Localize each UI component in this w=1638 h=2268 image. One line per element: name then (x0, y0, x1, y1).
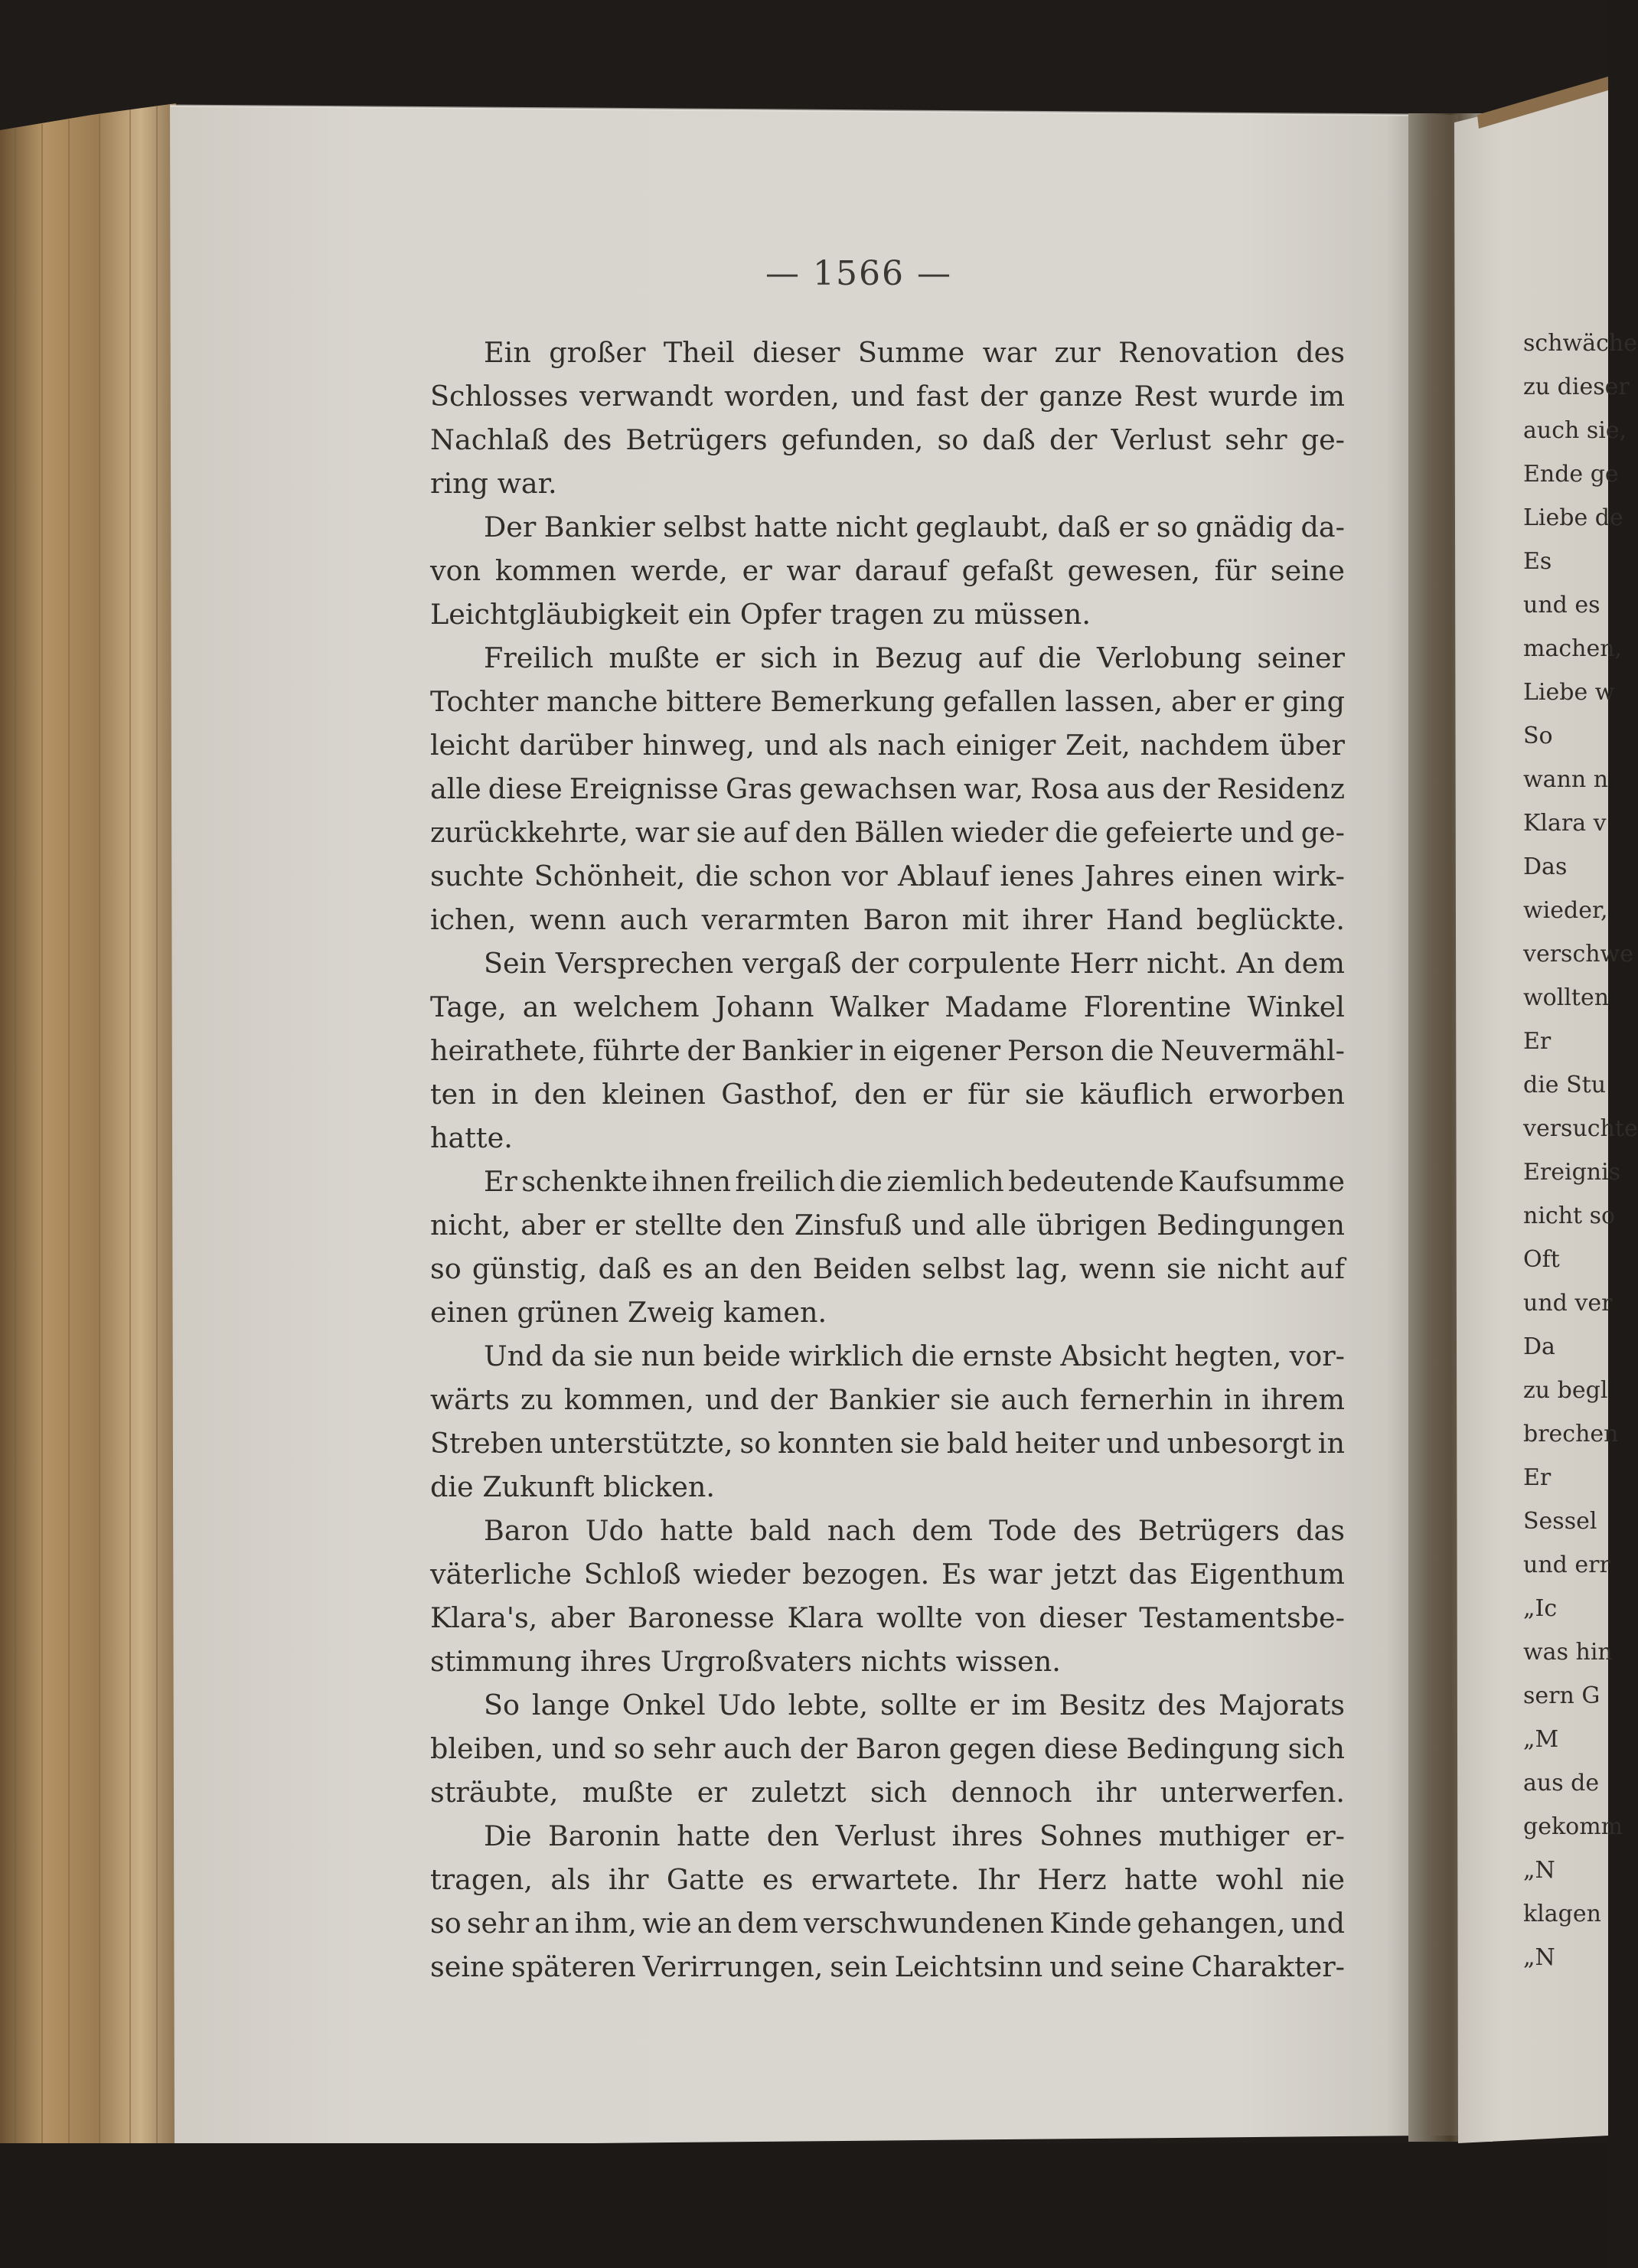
right-page-line: Das (1523, 853, 1568, 880)
text-line: Und da sie nun beide wirklich die ernste Absicht hegten, vor- (484, 1340, 1345, 1372)
right-page-line: „N (1523, 1857, 1555, 1884)
right-page-line: Oft (1523, 1246, 1560, 1273)
right-page-line: wieder, (1523, 897, 1608, 924)
right-page-line: zu begl (1523, 1377, 1608, 1404)
text-line: einen grünen Zweig kamen. (430, 1296, 827, 1329)
page-body-text (430, 331, 1349, 1989)
right-page-line: wann n (1523, 766, 1609, 793)
right-page-line: was hin (1523, 1639, 1613, 1666)
text-line: Nachlaß des Betrügers gefunden, so daß der Verlust sehr ge- (430, 423, 1345, 456)
text-line: heirathete, führte der Bankier in eigener Person die Neuvermähl- (430, 1034, 1345, 1067)
right-page-line: schwäche (1523, 330, 1637, 357)
text-line: bleiben, und so sehr auch der Baron gegen diese Bedingung sich (430, 1732, 1345, 1765)
text-line: leicht darüber hinweg, und als nach einiger Zeit, nachdem über (430, 729, 1345, 762)
right-page-line: nicht so (1523, 1203, 1616, 1229)
text-line: Freilich mußte er sich in Bezug auf die Verlobung seiner (484, 641, 1345, 674)
right-page-line: gekomm (1523, 1813, 1623, 1840)
text-line: Der Bankier selbst hatte nicht geglaubt, daß er so gnädig da- (484, 511, 1345, 543)
right-page-line: Klara v (1523, 810, 1607, 837)
right-page-line: Liebe w (1523, 679, 1615, 706)
right-page-line: brechen (1523, 1421, 1619, 1447)
right-page-line: und err (1523, 1552, 1610, 1578)
right-page-line: wollten (1523, 984, 1610, 1011)
right-page-line: „N (1523, 1944, 1555, 1971)
right-page-line: die Stu (1523, 1072, 1607, 1098)
text-line: die Zukunft blicken. (430, 1470, 716, 1503)
text-line: Baron Udo hatte bald nach dem Tode des Betrügers das (484, 1514, 1345, 1547)
right-page-line: Ereignis (1523, 1159, 1621, 1186)
text-line: Schlosses verwandt worden, und fast der ganze Rest wurde im (430, 380, 1345, 413)
text-line: Er schenkte ihnen freilich die ziemlich bedeutende Kaufsumme (484, 1165, 1345, 1198)
right-page-line: machen, (1523, 635, 1623, 662)
text-line: suchte Schönheit, die schon vor Ablauf ienes Jahres einen wirk- (430, 860, 1345, 893)
text-line: tragen, als ihr Gatte es erwartete. Ihr Herz hatte wohl nie (430, 1863, 1345, 1896)
text-line: Ein großer Theil dieser Summe war zur Renovation des (484, 336, 1345, 369)
right-page-line: Er (1523, 1028, 1552, 1055)
right-page-line: Ende ge (1523, 461, 1619, 488)
text-line: so günstig, daß es an den Beiden selbst lag, wenn sie nicht auf (430, 1252, 1345, 1285)
right-page-line: Da (1523, 1333, 1555, 1360)
page-number: — 1566 — (765, 254, 952, 293)
right-page-line: versuchte (1523, 1115, 1638, 1142)
text-line: Tochter manche bittere Bemerkung gefallen lassen, aber er ging (430, 685, 1345, 718)
text-line: Leichtgläubigkeit ein Opfer tragen zu müssen. (430, 598, 1091, 631)
text-line: nicht, aber er stellte den Zinsfuß und alle übrigen Bedingungen (430, 1209, 1345, 1242)
right-page-line: So (1523, 723, 1553, 749)
text-line: alle diese Ereignisse Gras gewachsen war, Rosa aus der Residenz (430, 772, 1345, 805)
right-page-line: sern G (1523, 1682, 1600, 1709)
right-page-line: aus de (1523, 1770, 1600, 1796)
right-page-line: klagen (1523, 1901, 1601, 1927)
right-page-line: zu dieser (1523, 374, 1630, 400)
text-line: ichen, wenn auch verarmten Baron mit ihrer Hand beglückte. (430, 903, 1345, 936)
text-line: von kommen werde, er war darauf gefaßt gewesen, für seine (430, 554, 1345, 587)
text-line: Tage, an welchem Johann Walker Madame Florentine Winkel (430, 990, 1345, 1023)
text-line: wärts zu kommen, und der Bankier sie auch fernerhin in ihrem (430, 1383, 1345, 1416)
text-line: so sehr an ihm, wie an dem verschwundenen Kinde gehangen, und (430, 1907, 1345, 1940)
text-line: stimmung ihres Urgroßvaters nichts wissen. (430, 1645, 1061, 1678)
text-line: Streben unterstützte, so konnten sie bald heiter und unbesorgt in (430, 1427, 1345, 1460)
text-line: Die Baronin hatte den Verlust ihres Sohnes muthiger er- (484, 1819, 1345, 1852)
right-page-line: und ver (1523, 1290, 1613, 1317)
text-line: So lange Onkel Udo lebte, sollte er im Besitz des Majorats (484, 1689, 1345, 1721)
right-page-line: „Ic (1523, 1595, 1558, 1622)
right-page-line: Es (1523, 548, 1552, 575)
text-line: Sein Versprechen vergaß der corpulente Herr nicht. An dem (484, 947, 1345, 980)
text-line: Klara's, aber Baronesse Klara wollte von dieser Testamentsbe- (430, 1601, 1345, 1634)
right-page-line: Liebe de (1523, 504, 1623, 531)
right-page-line: Sessel (1523, 1508, 1597, 1535)
text-line: sträubte, mußte er zuletzt sich dennoch ihr unterwerfen. (430, 1776, 1345, 1809)
right-page-line: und es (1523, 592, 1600, 618)
text-line: zurückkehrte, war sie auf den Bällen wieder die gefeierte und ge- (430, 816, 1345, 849)
right-page-line: verschwe (1523, 941, 1633, 968)
right-page-fragment (1523, 321, 1638, 1979)
right-page-line: „M (1523, 1726, 1559, 1753)
text-line: ten in den kleinen Gasthof, den er für sie käuflich erworben (430, 1078, 1345, 1111)
text-line: seine späteren Verirrungen, sein Leichtsinn und seine Charakter- (430, 1950, 1345, 1983)
text-line: hatte. (430, 1121, 513, 1154)
text-line: ring war. (430, 467, 557, 500)
text-line: väterliche Schloß wieder bezogen. Es war jetzt das Eigenthum (430, 1558, 1345, 1591)
right-page-line: Er (1523, 1464, 1552, 1491)
right-page-line: auch sie, (1523, 417, 1627, 444)
